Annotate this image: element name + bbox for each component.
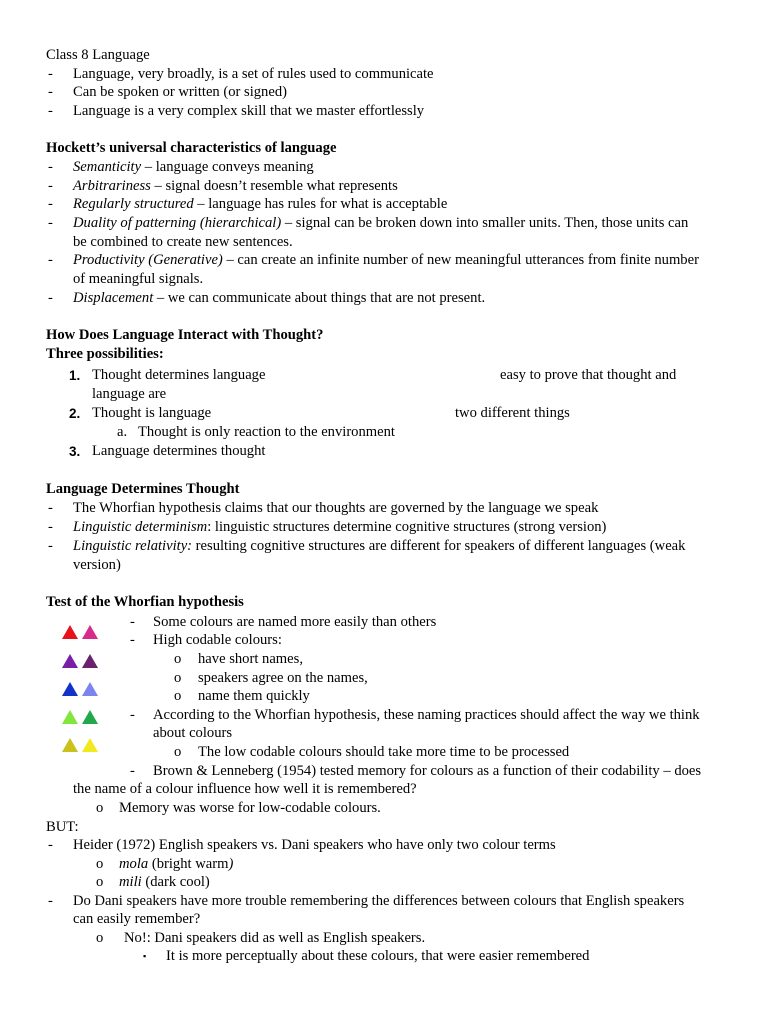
doc-title: Class 8 Language: [46, 47, 150, 63]
list-item-continuation: can easily remember?: [73, 911, 201, 927]
sub-list-item: o have short names,: [174, 651, 303, 667]
section-heading: How Does Language Interact with Thought?: [46, 327, 324, 343]
colour-triangle: [62, 625, 78, 639]
sub-sub-list-item: ▪ It is more perceptually about these colours, that were easier remembered: [143, 948, 590, 964]
colour-triangle: [62, 654, 78, 668]
list-item-continuation: the name of a colour influence how well it is remembered?: [73, 781, 417, 797]
list-item: - Productivity (Generative) – can create an infinite number of new meaningful utterances from finite number: [48, 252, 699, 268]
sub-list-item: o mili (dark cool): [96, 874, 210, 890]
colour-triangle: [62, 682, 78, 696]
list-item: - Some colours are named more easily than others: [130, 614, 437, 630]
sub-item: a. Thought is only reaction to the environment: [117, 424, 395, 440]
colour-triangle: [82, 654, 98, 668]
list-item-continuation: be combined to create new sentences.: [73, 234, 293, 250]
margin-note: easy to prove that thought and: [500, 367, 677, 383]
sub-list-item: o mola (bright warm): [96, 856, 234, 872]
sub-list-item: o The low codable colours should take more time to be processed: [174, 744, 570, 760]
list-item: - Arbitrariness – signal doesn’t resemble what represents: [48, 178, 398, 194]
section-subheading: Three possibilities:: [46, 346, 164, 362]
list-item-continuation: of meaningful signals.: [73, 271, 204, 287]
numbered-item: 2. Thought is language two different things: [69, 405, 570, 421]
sub-list-item: o Memory was worse for low-codable colours.: [96, 800, 381, 816]
sub-list-item: o name them quickly: [174, 688, 310, 704]
list-item: - According to the Whorfian hypothesis, these naming practices should affect the way we think: [130, 707, 700, 723]
doc-title-line: [0, 46, 784, 65]
list-item: - Semanticity – language conveys meaning: [48, 159, 314, 175]
list-item: - Brown & Lenneberg (1954) tested memory for colours as a function of their codability – does: [130, 763, 702, 779]
sub-list-item: o speakers agree on the names,: [174, 670, 368, 686]
sub-list-item: o No!: Dani speakers did as well as English speakers.: [96, 930, 426, 946]
colour-triangle: [82, 682, 98, 696]
list-item: - Linguistic relativity: resulting cognitive structures are different for speakers of different languages (weak: [48, 538, 686, 554]
colour-triangle: [82, 710, 98, 724]
section-heading: Language Determines Thought: [46, 481, 240, 497]
list-item: - Do Dani speakers have more trouble remembering the differences between colours that English speakers: [48, 893, 685, 909]
numbered-item-continuation: language are: [92, 386, 167, 402]
list-item: - The Whorfian hypothesis claims that our thoughts are governed by the language we speak: [48, 500, 599, 516]
list-item: - Language is a very complex skill that we master effortlessly: [48, 103, 425, 119]
colour-triangle: [62, 738, 78, 752]
list-item: - Duality of patterning (hierarchical) – signal can be broken down into smaller units. Then, those units can: [48, 215, 689, 231]
numbered-item: 1. Thought determines language easy to prove that thought and: [69, 367, 677, 383]
list-item: - Regularly structured – language has rules for what is acceptable: [48, 196, 448, 212]
list-item: - Can be spoken or written (or signed): [48, 84, 287, 100]
colour-triangle: [82, 625, 98, 639]
margin-note: two different things: [455, 405, 570, 421]
section-heading: Hockett’s universal characteristics of language: [46, 140, 337, 156]
list-item: - Linguistic determinism: linguistic structures determine cognitive structures (strong version): [48, 519, 607, 535]
list-item: - Displacement – we can communicate about things that are not present.: [48, 290, 486, 306]
list-item: - Language, very broadly, is a set of rules used to communicate: [48, 66, 434, 82]
list-item: - Heider (1972) English speakers vs. Dani speakers who have only two colour terms: [48, 837, 556, 853]
list-item-continuation: about colours: [153, 725, 233, 741]
section-heading: Test of the Whorfian hypothesis: [46, 594, 244, 610]
colour-triangle: [62, 710, 78, 724]
colour-triangle: [82, 738, 98, 752]
list-item: - High codable colours:: [130, 632, 282, 648]
numbered-item: 3. Language determines thought: [69, 443, 266, 459]
but-label-line: BUT:: [46, 819, 79, 835]
list-item-continuation: version): [73, 557, 121, 573]
